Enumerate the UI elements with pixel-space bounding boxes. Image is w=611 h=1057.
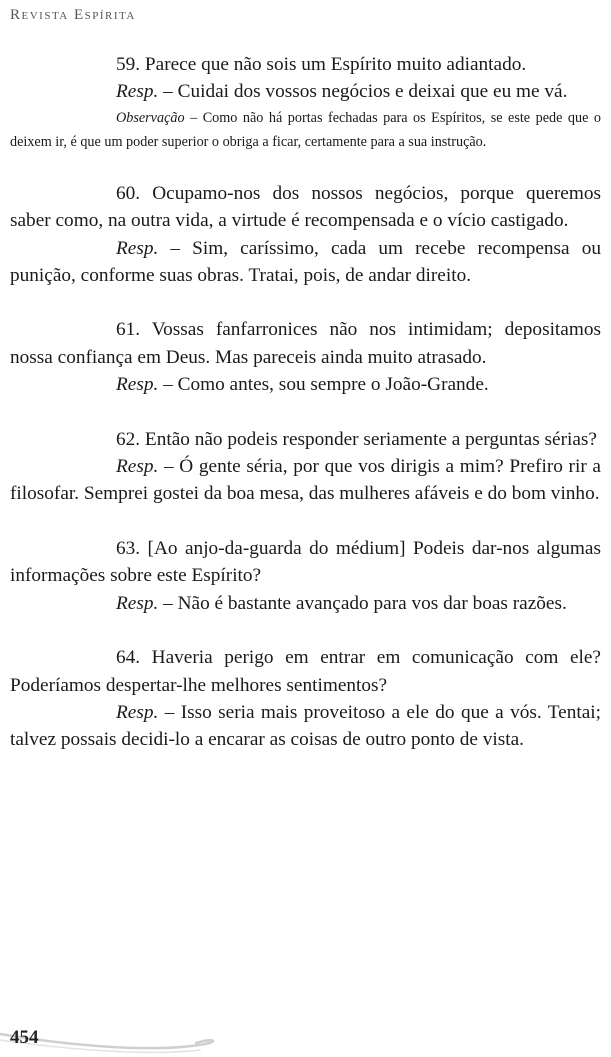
question-62: 62. Então não podeis responder seriamente a perguntas sérias?: [116, 428, 597, 450]
page-body: [10, 51, 601, 754]
resp-label: Resp.: [116, 701, 159, 723]
question-60: 60. Ocupamo-nos dos nossos negócios, porque queremos saber como, na outra vida, a virtude é recompensada e o vício castigado.: [10, 182, 601, 232]
answer-63: [10, 590, 601, 617]
answer-64: [10, 699, 601, 754]
question-59: 59. Parece que não sois um Espírito muito adiantado.: [116, 54, 527, 75]
observation-note: [10, 106, 601, 154]
resp-label: Resp.: [116, 374, 159, 396]
answer-60: [10, 235, 601, 290]
footer-swoosh-ornament: [0, 1020, 260, 1057]
answer-text: – Como antes, sou sempre o João-Grande.: [158, 374, 489, 396]
question-64: 64. Haveria perigo em entrar em comunicação com ele? Poderíamos despertar-lhe melhores sentimentos?: [10, 647, 601, 696]
resp-label: Resp.: [116, 456, 159, 478]
answer-text: – Cuidai dos vossos negócios e deixai que eu me vá.: [158, 81, 568, 103]
answer-text: – Não é bastante avançado para vos dar boas razões.: [158, 592, 567, 614]
answer-59: [10, 78, 601, 105]
resp-label: Resp.: [116, 237, 159, 259]
answer-text: – Ó gente séria, por que vos dirigis a mim? Prefiro rir a filosofar. Semprei gostei da boa mesa, das mulheres afáveis e do bom vinho.: [10, 456, 601, 505]
question-63: 63. [Ao anjo-da-guarda do médium] Podeis dar-nos algumas informações sobre este Espírito?: [10, 537, 601, 587]
answer-text: – Isso seria mais proveitoso a ele do que a vós. Tentai; talvez possais decidi-lo a encarar as coisas de outro ponto de vista.: [10, 701, 601, 751]
observation-text: – Como não há portas fechadas para os Espíritos, se este pede que o deixem ir, é que um poder superior o obriga a ficar, certamente para a sua instrução.: [10, 109, 601, 150]
resp-label: Resp.: [116, 81, 159, 103]
question-61: 61. Vossas fanfarronices não nos intimidam; depositamos nossa confiança em Deus. Mas pareceis ainda muito atrasado.: [10, 319, 601, 368]
observation-label: Observação: [116, 109, 185, 126]
running-header: Revista Espírita: [10, 7, 136, 23]
answer-62: [10, 453, 601, 508]
resp-label: Resp.: [116, 592, 159, 614]
page-number: 454: [10, 1027, 39, 1048]
answer-text: – Sim, caríssimo, cada um recebe recompensa ou punição, conforme suas obras. Tratai, pois, de andar direito.: [10, 237, 601, 287]
answer-61: [10, 371, 601, 398]
